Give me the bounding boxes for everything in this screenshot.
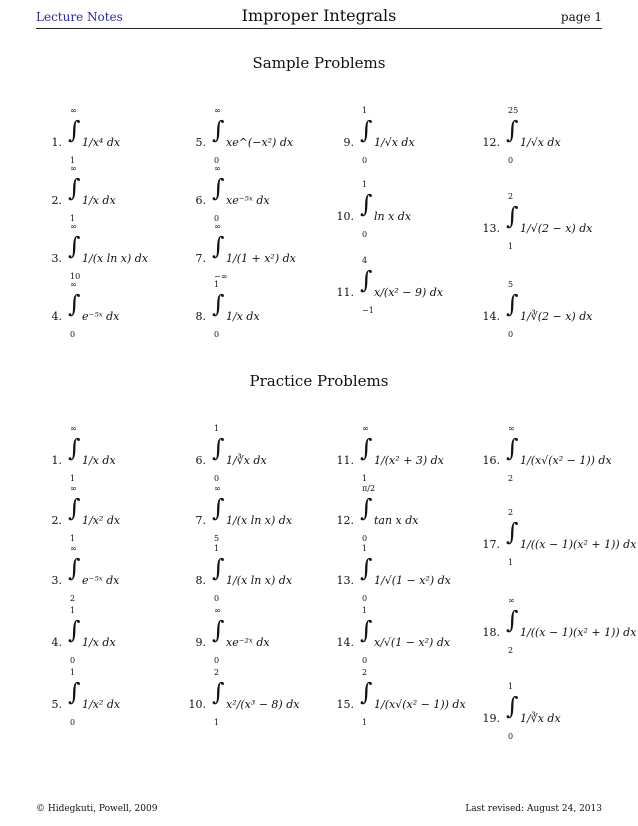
upper-limit: 1 bbox=[362, 544, 368, 553]
problem-number: 15. bbox=[336, 698, 354, 711]
upper-limit: ∞ bbox=[214, 606, 221, 615]
practice-problem-10 bbox=[188, 668, 330, 732]
integral-sign: ∫ bbox=[68, 116, 81, 144]
problem-number: 4. bbox=[51, 636, 62, 649]
integral-sign: ∫ bbox=[360, 266, 373, 294]
upper-limit: 2 bbox=[362, 668, 368, 677]
practice-problem-5 bbox=[51, 668, 186, 732]
integrand: 1/x⁴ dx bbox=[82, 136, 121, 149]
problem-number: 1. bbox=[51, 454, 62, 467]
integrand: x²/(x³ − 8) dx bbox=[226, 698, 300, 711]
integral-sign: ∫ bbox=[68, 174, 81, 202]
upper-limit: 2 bbox=[508, 192, 514, 201]
upper-limit: 1 bbox=[362, 606, 368, 615]
integrand: 1/√x dx bbox=[520, 136, 561, 149]
upper-limit: 1 bbox=[362, 180, 368, 189]
lower-limit: 0 bbox=[362, 230, 368, 239]
integrand: 1/(x ln x) dx bbox=[82, 252, 149, 265]
upper-limit: π/2 bbox=[362, 484, 376, 493]
integrand: xe^(−x²) dx bbox=[226, 136, 294, 149]
lower-limit: 0 bbox=[362, 594, 368, 603]
page-header bbox=[36, 6, 602, 28]
practice-problem-3 bbox=[51, 544, 186, 608]
upper-limit: 1 bbox=[70, 606, 76, 615]
problem-number: 8. bbox=[195, 574, 206, 587]
integrand: 1/∛(2 − x) dx bbox=[520, 310, 593, 323]
problem-number: 6. bbox=[195, 194, 206, 207]
footer-revised: Last revised: August 24, 2013 bbox=[465, 804, 602, 814]
lower-limit: −1 bbox=[362, 306, 374, 315]
integrand: 1/(x² + 3) dx bbox=[374, 454, 444, 467]
upper-limit: 1 bbox=[508, 682, 514, 691]
integral-sign: ∫ bbox=[506, 116, 519, 144]
lower-limit: 0 bbox=[508, 330, 514, 339]
problem-number: 9. bbox=[195, 636, 206, 649]
upper-limit: ∞ bbox=[70, 222, 77, 231]
sample-problem-2 bbox=[51, 164, 186, 228]
integrand: 1/√x dx bbox=[374, 136, 415, 149]
problem-number: 5. bbox=[195, 136, 206, 149]
upper-limit: ∞ bbox=[214, 484, 221, 493]
lower-limit: 2 bbox=[508, 646, 514, 655]
integrand: x/√(1 − x²) dx bbox=[374, 636, 451, 649]
practice-problem-1 bbox=[51, 424, 186, 488]
integrand: 1/(x ln x) dx bbox=[226, 574, 293, 587]
integral-sign: ∫ bbox=[360, 678, 373, 706]
practice-problem-12 bbox=[336, 484, 478, 548]
practice-problem-7 bbox=[195, 484, 330, 548]
integrand: 1/(1 + x²) dx bbox=[226, 252, 296, 265]
lower-limit: 0 bbox=[508, 156, 514, 165]
lower-limit: 1 bbox=[214, 718, 220, 727]
footer-copyright: © Hidegkuti, Powell, 2009 bbox=[36, 804, 158, 814]
problem-number: 1. bbox=[51, 136, 62, 149]
upper-limit: ∞ bbox=[214, 222, 221, 231]
lower-limit: −∞ bbox=[214, 272, 228, 281]
integral-sign: ∫ bbox=[360, 494, 373, 522]
integral-sign: ∫ bbox=[68, 434, 81, 462]
lower-limit: 2 bbox=[508, 474, 514, 483]
integral-sign: ∫ bbox=[68, 678, 81, 706]
integrand: 1/(x√(x² − 1)) dx bbox=[374, 698, 466, 711]
upper-limit: ∞ bbox=[508, 596, 515, 605]
integral-sign: ∫ bbox=[506, 434, 519, 462]
header-rule bbox=[36, 28, 602, 29]
integral-sign: ∫ bbox=[212, 290, 225, 318]
problem-number: 10. bbox=[188, 698, 206, 711]
integrand: 1/∛x dx bbox=[226, 454, 267, 467]
lower-limit: 1 bbox=[362, 718, 368, 727]
lower-limit: 0 bbox=[362, 656, 368, 665]
lower-limit: 0 bbox=[214, 474, 220, 483]
problem-number: 11. bbox=[336, 286, 354, 299]
integral-sign: ∫ bbox=[506, 692, 519, 720]
practice-problems-title: Practice Problems bbox=[249, 372, 389, 390]
problem-number: 12. bbox=[336, 514, 354, 527]
upper-limit: ∞ bbox=[362, 424, 369, 433]
lower-limit: 0 bbox=[214, 214, 220, 223]
upper-limit: 2 bbox=[214, 668, 220, 677]
upper-limit: 1 bbox=[214, 424, 220, 433]
integrand: tan x dx bbox=[374, 514, 419, 527]
integral-sign: ∫ bbox=[506, 290, 519, 318]
lower-limit: 1 bbox=[70, 214, 76, 223]
upper-limit: ∞ bbox=[214, 106, 221, 115]
lower-limit: 0 bbox=[214, 156, 220, 165]
integral-sign: ∫ bbox=[212, 494, 225, 522]
practice-problem-6 bbox=[195, 424, 330, 488]
integral-sign: ∫ bbox=[68, 494, 81, 522]
integral-sign: ∫ bbox=[212, 616, 225, 644]
problem-number: 9. bbox=[343, 136, 354, 149]
practice-problem-15 bbox=[336, 668, 478, 732]
upper-limit: 1 bbox=[362, 106, 368, 115]
practice-problem-4 bbox=[51, 606, 186, 670]
integral-sign: ∫ bbox=[360, 116, 373, 144]
integrand: 1/x dx bbox=[82, 454, 116, 467]
lower-limit: 0 bbox=[214, 656, 220, 665]
lower-limit: 1 bbox=[70, 156, 76, 165]
integral-sign: ∫ bbox=[212, 554, 225, 582]
lower-limit: 0 bbox=[362, 534, 368, 543]
problem-number: 7. bbox=[195, 514, 206, 527]
upper-limit: 1 bbox=[214, 280, 220, 289]
practice-problem-19 bbox=[482, 682, 624, 746]
integrand: 1/x dx bbox=[82, 194, 116, 207]
integral-sign: ∫ bbox=[212, 678, 225, 706]
problem-number: 14. bbox=[336, 636, 354, 649]
sample-problems-title: Sample Problems bbox=[252, 54, 386, 72]
problem-number: 14. bbox=[482, 310, 500, 323]
header-left-label: Lecture Notes bbox=[36, 10, 123, 24]
sample-problem-14 bbox=[482, 280, 624, 344]
lower-limit: 0 bbox=[362, 156, 368, 165]
upper-limit: 1 bbox=[70, 668, 76, 677]
lower-limit: 0 bbox=[214, 330, 220, 339]
page-title: Improper Integrals bbox=[241, 6, 397, 25]
integrand: 1/x² dx bbox=[82, 698, 121, 711]
lower-limit: 0 bbox=[70, 330, 76, 339]
upper-limit: 25 bbox=[508, 106, 519, 115]
integrand: 1/x dx bbox=[226, 310, 260, 323]
integrand: x/(x² − 9) dx bbox=[374, 286, 444, 299]
sample-problem-12 bbox=[482, 106, 624, 170]
integral-sign: ∫ bbox=[360, 616, 373, 644]
integrand: 1/((x − 1)(x² + 1)) dx bbox=[520, 538, 637, 551]
upper-limit: ∞ bbox=[70, 484, 77, 493]
practice-problem-8 bbox=[195, 544, 330, 608]
upper-limit: 1 bbox=[214, 544, 220, 553]
integral-sign: ∫ bbox=[212, 232, 225, 260]
problem-number: 11. bbox=[336, 454, 354, 467]
problem-number: 10. bbox=[336, 210, 354, 223]
problem-number: 13. bbox=[336, 574, 354, 587]
upper-limit: 2 bbox=[508, 508, 514, 517]
lower-limit: 0 bbox=[70, 656, 76, 665]
practice-problem-2 bbox=[51, 484, 186, 548]
problem-number: 6. bbox=[195, 454, 206, 467]
problem-number: 5. bbox=[51, 698, 62, 711]
lower-limit: 0 bbox=[214, 594, 220, 603]
integral-sign: ∫ bbox=[506, 202, 519, 230]
sample-problem-1 bbox=[51, 106, 186, 170]
integrand: 1/(x√(x² − 1)) dx bbox=[520, 454, 612, 467]
upper-limit: ∞ bbox=[70, 424, 77, 433]
integral-sign: ∫ bbox=[360, 554, 373, 582]
problem-number: 2. bbox=[51, 194, 62, 207]
integral-sign: ∫ bbox=[506, 606, 519, 634]
integrand: e⁻⁵ˣ dx bbox=[82, 574, 120, 587]
upper-limit: 4 bbox=[362, 256, 368, 265]
lower-limit: 1 bbox=[70, 474, 76, 483]
sample-problem-7 bbox=[195, 222, 330, 286]
upper-limit: ∞ bbox=[508, 424, 515, 433]
problem-number: 3. bbox=[51, 574, 62, 587]
sample-problem-10 bbox=[336, 180, 478, 244]
lower-limit: 0 bbox=[508, 732, 514, 741]
sample-problem-4 bbox=[51, 280, 186, 344]
integrand: ln x dx bbox=[374, 210, 412, 223]
sample-problem-11 bbox=[336, 256, 478, 320]
integral-sign: ∫ bbox=[68, 232, 81, 260]
problem-number: 2. bbox=[51, 514, 62, 527]
problem-number: 13. bbox=[482, 222, 500, 235]
sample-problem-6 bbox=[195, 164, 330, 228]
upper-limit: 5 bbox=[508, 280, 514, 289]
integral-sign: ∫ bbox=[360, 190, 373, 218]
upper-limit: ∞ bbox=[70, 280, 77, 289]
page-number: page 1 bbox=[560, 10, 602, 24]
integrand: e⁻⁵ˣ dx bbox=[82, 310, 120, 323]
lower-limit: 0 bbox=[70, 718, 76, 727]
integral-sign: ∫ bbox=[68, 616, 81, 644]
integral-sign: ∫ bbox=[68, 290, 81, 318]
problem-number: 16. bbox=[482, 454, 500, 467]
integrand: 1/x dx bbox=[82, 636, 116, 649]
lower-limit: 1 bbox=[362, 474, 368, 483]
problem-number: 12. bbox=[482, 136, 500, 149]
integrand: 1/∛x dx bbox=[520, 712, 561, 725]
integrand: 1/√(1 − x²) dx bbox=[374, 574, 451, 587]
integrand: xe⁻⁵ˣ dx bbox=[226, 194, 270, 207]
integral-sign: ∫ bbox=[212, 174, 225, 202]
practice-problem-14 bbox=[336, 606, 478, 670]
practice-problem-13 bbox=[336, 544, 478, 608]
problem-number: 4. bbox=[51, 310, 62, 323]
upper-limit: ∞ bbox=[70, 544, 77, 553]
practice-problem-18 bbox=[482, 596, 637, 660]
problem-number: 7. bbox=[195, 252, 206, 265]
problem-number: 19. bbox=[482, 712, 500, 725]
practice-problem-11 bbox=[336, 424, 478, 488]
lower-limit: 10 bbox=[70, 272, 81, 281]
sample-problem-5 bbox=[195, 106, 330, 170]
sample-problem-9 bbox=[343, 106, 478, 170]
lower-limit: 1 bbox=[508, 558, 514, 567]
upper-limit: ∞ bbox=[70, 106, 77, 115]
integrand: xe⁻²ˣ dx bbox=[226, 636, 270, 649]
integral-sign: ∫ bbox=[212, 116, 225, 144]
upper-limit: ∞ bbox=[214, 164, 221, 173]
practice-problem-16 bbox=[482, 424, 624, 488]
problem-number: 3. bbox=[51, 252, 62, 265]
integrand: 1/(x ln x) dx bbox=[226, 514, 293, 527]
integral-sign: ∫ bbox=[212, 434, 225, 462]
lower-limit: 1 bbox=[508, 242, 514, 251]
lower-limit: 1 bbox=[70, 534, 76, 543]
practice-problem-17 bbox=[482, 508, 637, 572]
problem-number: 8. bbox=[195, 310, 206, 323]
integrand: 1/√(2 − x) dx bbox=[520, 222, 593, 235]
problem-number: 17. bbox=[482, 538, 500, 551]
lower-limit: 5 bbox=[214, 534, 220, 543]
integrand: 1/x² dx bbox=[82, 514, 121, 527]
integral-sign: ∫ bbox=[506, 518, 519, 546]
upper-limit: ∞ bbox=[70, 164, 77, 173]
integrand: 1/((x − 1)(x² + 1)) dx bbox=[520, 626, 637, 639]
problem-number: 18. bbox=[482, 626, 500, 639]
sample-problem-13 bbox=[482, 192, 624, 256]
sample-problem-8 bbox=[195, 280, 330, 344]
sample-problem-3 bbox=[51, 222, 186, 286]
lower-limit: 2 bbox=[70, 594, 76, 603]
integral-sign: ∫ bbox=[68, 554, 81, 582]
integral-sign: ∫ bbox=[360, 434, 373, 462]
practice-problem-9 bbox=[195, 606, 330, 670]
